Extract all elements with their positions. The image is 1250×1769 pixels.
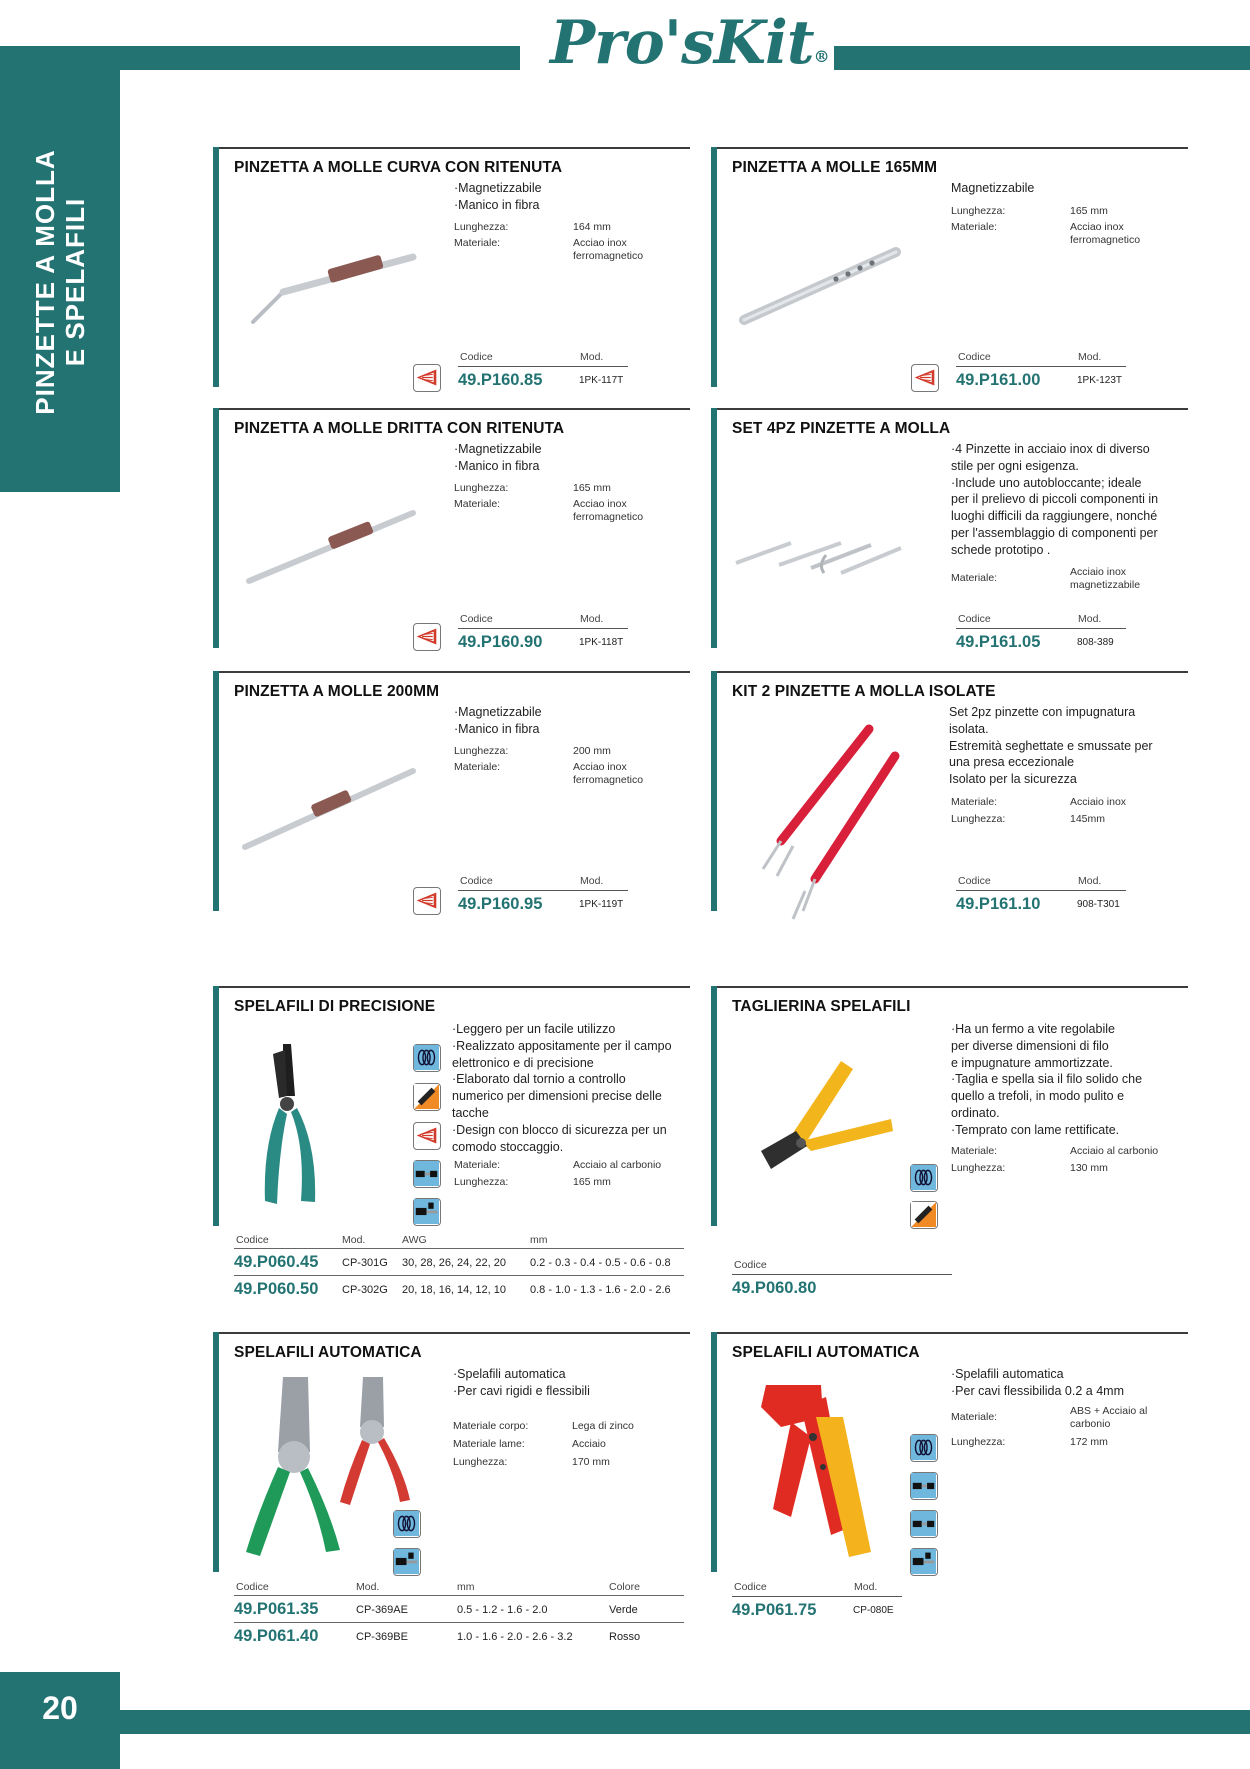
- product-card-precision-stripper: [213, 986, 690, 1226]
- card-accent-bar: [711, 147, 717, 387]
- product-code-block: Codice 49.P060.80: [732, 1259, 952, 1301]
- product-specs: Materiale: Acciaio al carbonio Lunghezza: 130 mm: [951, 1145, 1159, 1174]
- product-model: 1PK-117T: [579, 375, 624, 386]
- table-row: 49.P060.50 CP-302G 20, 18, 16, 14, 12, 10 0.8 - 1.0 - 1.3 - 1.6 - 2.0 - 2.6: [234, 1280, 671, 1298]
- tweezers-165-image: [736, 232, 906, 332]
- card-accent-bar: [213, 671, 219, 911]
- product-title: PINZETTA A MOLLE 165MM: [732, 159, 938, 176]
- product-title: TAGLIERINA SPELAFILI: [732, 998, 911, 1015]
- product-description: Magnetizzabile: [951, 181, 1035, 195]
- card-top-rule: [213, 147, 690, 149]
- card-accent-bar: [711, 408, 717, 648]
- card-accent-bar: [213, 986, 219, 1226]
- cutting-icon: [413, 1083, 441, 1111]
- coil-icon: [910, 1434, 938, 1462]
- product-code: 49.P161.10: [956, 895, 1041, 913]
- wire-strip-icon: [413, 1160, 441, 1188]
- insulated-tweezers-image: [733, 721, 913, 931]
- product-title: PINZETTA A MOLLE DRITTA CON RITENUTA: [234, 420, 565, 437]
- product-code-block: Codice Mod. 49.P160.85 1PK-117T: [458, 351, 628, 393]
- card-top-rule: [213, 671, 690, 673]
- product-card-auto-stripper-b: [711, 1332, 1188, 1572]
- section-title-line1: PINZETTE A MOLLA: [30, 149, 60, 415]
- card-top-rule: [213, 1332, 690, 1334]
- tweezers-200-image: [241, 759, 421, 859]
- product-code: 49.P160.90: [458, 633, 543, 651]
- card-accent-bar: [213, 1332, 219, 1572]
- product-specs: Materiale: Acciaio al carbonio Lunghezza: 165 mm: [454, 1159, 662, 1188]
- table-row: 49.P061.35 CP-369AE 0.5 - 1.2 - 1.6 - 2.0 Verde: [234, 1600, 638, 1618]
- footer-bar: [120, 1710, 1250, 1734]
- product-title: SPELAFILI AUTOMATICA: [234, 1344, 422, 1361]
- product-title: KIT 2 PINZETTE A MOLLA ISOLATE: [732, 683, 996, 700]
- product-card-tweezers-set: [711, 408, 1188, 651]
- card-top-rule: [711, 986, 1188, 988]
- wire-strip-icon: [910, 1472, 938, 1500]
- section-title: [0, 46, 120, 492]
- product-specs: Materiale: Acciaio inox magnetizzabile: [951, 566, 1141, 591]
- wire-strip-cut-icon: [393, 1548, 421, 1576]
- coil-icon: [393, 1510, 421, 1538]
- product-description: ·Spelafili automatica ·Per cavi rigidi e flessibili: [453, 1367, 590, 1398]
- auto-stripper-yellow-image: [751, 1377, 891, 1567]
- product-code: 49.P160.95: [458, 895, 543, 913]
- product-code-block: Codice Mod. 49.P161.05 808-389: [956, 613, 1126, 655]
- card-accent-bar: [711, 986, 717, 1226]
- product-description: ·Ha un fermo a vite regolabile per diverse dimensioni di filo e impugnature ammortizzate. ·Taglia e spella sia il filo solido che quello a trefoli, in modo pulito e ordinato. ·Temprato con lame rettificate.: [951, 1022, 1143, 1137]
- product-description: ·Magnetizzabile ·Manico in fibra: [454, 442, 542, 473]
- product-model: 1PK-123T: [1077, 375, 1123, 386]
- cutting-icon: [910, 1201, 938, 1229]
- product-code-block: Codice Mod. 49.P161.10 908-T301: [956, 875, 1126, 917]
- straight-tweezers-image: [243, 493, 423, 593]
- card-accent-bar: [213, 147, 219, 387]
- header-bar-right: [834, 46, 1250, 70]
- product-specs: Lunghezza: 165 mm Materiale: Acciao inox ferromagnetico: [454, 482, 644, 523]
- product-card-auto-stripper-a: [213, 1332, 690, 1572]
- product-description: ·4 Pinzette in acciaio inox di diverso stile per ogni esigenza. ·Include uno autobloccante; ideale per il prelievo di piccoli componenti in luoghi difficili da raggiungere, nonché per l'assemblaggio di componenti per schede prototipo .: [951, 442, 1159, 557]
- product-code-block: Codice Mod. 49.P161.00 1PK-123T: [956, 351, 1126, 393]
- cutter-stripper-image: [741, 1051, 911, 1176]
- product-specs: Materiale corpo: Lega di zinco Materiale lame: Acciaio Lunghezza: 170 mm: [453, 1420, 634, 1468]
- card-accent-bar: [711, 1332, 717, 1572]
- tweezers-icon: [413, 1122, 441, 1150]
- product-card-tweezers-200: [213, 671, 690, 911]
- card-top-rule: [213, 986, 690, 988]
- product-code-block: Codice Mod. 49.P160.90 1PK-118T: [458, 613, 628, 655]
- precision-stripper-table: Codice Mod. AWG mm 49.P060.45 CP-301G 30, 28, 26, 24, 22, 20 0.2 - 0.3 - 0.4 - 0.5 - 0.6 - 0.8 49.P060.50 CP-302G 20, 18, 16, 14, 12, 10 0.8 - 1.0 - 1.3 - 1.6 - 2.0 - 2.6: [234, 1234, 684, 1302]
- product-code: 49.P160.85: [458, 371, 543, 389]
- card-top-rule: [711, 408, 1188, 410]
- product-model: CP-080E: [853, 1605, 894, 1616]
- product-specs: Materiale: ABS + Acciaio al carbonio Lunghezza: 172 mm: [951, 1405, 1148, 1448]
- tweezers-set-image: [731, 513, 911, 593]
- product-description: Set 2pz pinzette con impugnatura isolata. Estremità seghettate e smussate per una presa eccezionale Isolato per la sicurezza: [949, 705, 1153, 787]
- product-title: SPELAFILI DI PRECISIONE: [234, 998, 436, 1015]
- product-code: 49.P061.75: [732, 1601, 817, 1619]
- proskit-logo: Pro'sKit®: [550, 8, 829, 78]
- wire-strip-cut-icon: [413, 1198, 441, 1226]
- product-model: 1PK-118T: [579, 637, 624, 648]
- tweezers-icon: [413, 364, 441, 392]
- product-title: SPELAFILI AUTOMATICA: [732, 1344, 920, 1361]
- auto-stripper-image: [238, 1372, 418, 1562]
- product-card-straight-tweezers: [213, 408, 690, 651]
- card-top-rule: [711, 1332, 1188, 1334]
- product-code-block: Codice Mod. 49.P061.75 CP-080E: [732, 1581, 902, 1623]
- page-number: 20: [42, 1690, 78, 1726]
- product-card-insulated-tweezers: [711, 671, 1188, 911]
- product-specs: Lunghezza: 165 mm Materiale: Acciao inox ferromagnetico: [951, 205, 1141, 246]
- auto-stripper-table: Codice Mod. mm Colore 49.P061.35 CP-369AE 0.5 - 1.2 - 1.6 - 2.0 Verde 49.P061.40 CP-369BE 1.0 - 1.6 - 2.0 - 2.6 - 3.2 Rosso: [234, 1581, 684, 1649]
- table-row: 49.P061.40 CP-369BE 1.0 - 1.6 - 2.0 - 2.6 - 3.2 Rosso: [234, 1627, 641, 1645]
- precision-stripper-image: [243, 1036, 333, 1211]
- wire-strip-icon: [910, 1510, 938, 1538]
- card-top-rule: [213, 408, 690, 410]
- product-code: 49.P161.00: [956, 371, 1041, 389]
- product-code-block: Codice Mod. 49.P160.95 1PK-119T: [458, 875, 628, 917]
- product-description: ·Magnetizzabile ·Manico in fibra: [454, 705, 542, 736]
- product-card-curved-tweezers: [213, 147, 690, 387]
- coil-icon: [910, 1164, 938, 1192]
- card-accent-bar: [711, 671, 717, 911]
- card-top-rule: [711, 147, 1188, 149]
- product-title: PINZETTA A MOLLE CURVA CON RITENUTA: [234, 159, 563, 176]
- product-model: 808-389: [1077, 637, 1114, 648]
- product-model: 908-T301: [1077, 899, 1120, 910]
- product-specs: Lunghezza: 164 mm Materiale: Acciao inox ferromagnetico: [454, 221, 644, 262]
- product-description: ·Spelafili automatica ·Per cavi flessibilida 0.2 a 4mm: [951, 1367, 1124, 1398]
- wire-strip-cut-icon: [910, 1548, 938, 1576]
- coil-icon: [413, 1044, 441, 1072]
- product-model: 1PK-119T: [579, 899, 624, 910]
- tweezers-icon: [413, 887, 441, 915]
- section-title-line2: E SPELAFILI: [60, 197, 90, 367]
- card-accent-bar: [213, 408, 219, 648]
- product-specs: Lunghezza: 200 mm Materiale: Acciao inox ferromagnetico: [454, 745, 644, 786]
- product-description: ·Magnetizzabile ·Manico in fibra: [454, 181, 542, 212]
- table-row: 49.P060.45 CP-301G 30, 28, 26, 24, 22, 20 0.2 - 0.3 - 0.4 - 0.5 - 0.6 - 0.8: [234, 1253, 671, 1271]
- tweezers-icon: [911, 364, 939, 392]
- product-description: ·Leggero per un facile utilizzo ·Realizzato appositamente per il campo elettronico e di precisione ·Elaborato dal tornio a controllo numerico per dimensioni precise delle tacche ·Design con blocco di sicurezza per un comodo stoccaggio.: [452, 1022, 672, 1154]
- product-card-tweezers-165: [711, 147, 1188, 387]
- card-top-rule: [711, 671, 1188, 673]
- product-title: SET 4PZ PINZETTE A MOLLA: [732, 420, 951, 437]
- product-code: 49.P161.05: [956, 633, 1041, 651]
- product-title: PINZETTA A MOLLE 200MM: [234, 683, 440, 700]
- product-card-cutter-stripper: [711, 986, 1188, 1226]
- product-specs: Materiale: Acciaio inox Lunghezza: 145mm: [951, 796, 1127, 825]
- tweezers-icon: [413, 623, 441, 651]
- curved-tweezers-image: [243, 232, 423, 332]
- product-code: 49.P060.80: [732, 1279, 817, 1297]
